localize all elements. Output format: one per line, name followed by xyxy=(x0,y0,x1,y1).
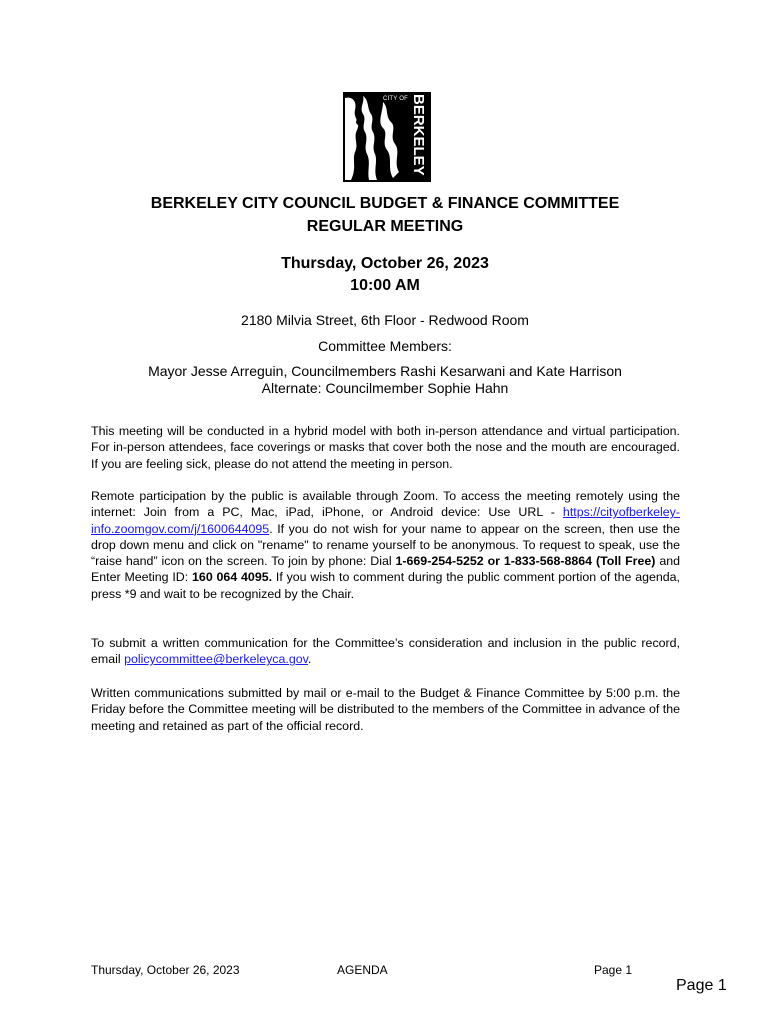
page-title-line1: BERKELEY CITY COUNCIL BUDGET & FINANCE COMMITTEE xyxy=(150,195,620,212)
footer-agenda: AGENDA xyxy=(337,963,388,977)
footer-page-number: Page 1 xyxy=(594,963,633,977)
zoom-meeting-link[interactable]: https://cityofberkeley-info.zoomgov.com/j/1600644095 xyxy=(91,505,680,536)
logo-city-of-text: CITY OF xyxy=(383,96,408,102)
p3-text-a: To submit a written communication for the Committee’s consideration and inclusion in the public record, email xyxy=(91,636,680,667)
p2-text-c: and Enter Meeting ID: xyxy=(91,554,680,585)
committee-members-label: Committee Members: xyxy=(318,338,452,354)
p3-text-b: . xyxy=(307,652,312,667)
page-indicator: Page 1 xyxy=(676,977,727,994)
logo-berkeley-text: BERKELEY xyxy=(410,94,427,176)
footer-date: Thursday, October 26, 2023 xyxy=(91,963,240,977)
logo-name-block xyxy=(406,94,428,180)
committee-email-link[interactable]: policycommittee@berkeleyca.gov xyxy=(124,652,308,667)
mail-communication-paragraph: Written communications submitted by mail or e-mail to the Budget & Finance Committee by 5:00 p.m. the Friday before the Committee meeting will be distributed to the members of the Committee in advance of the meeting and retained as part of the official record. xyxy=(91,686,680,733)
written-communication-paragraph xyxy=(91,635,680,668)
committee-members-list: Mayor Jesse Arreguin, Councilmembers Rashi Kesarwani and Kate Harrison xyxy=(148,363,622,379)
committee-alternate: Alternate: Councilmember Sophie Hahn xyxy=(261,380,509,396)
p2-text-b: . If you do not wish for your name to appear on the screen, then use the drop down menu and click on "rename" to rename yourself to be anonymous. To request to speak, use the “raise hand” icon on the screen. To join by phone: Dial xyxy=(91,521,680,569)
meeting-time: 10:00 AM xyxy=(350,277,420,294)
page-title-line2: REGULAR MEETING xyxy=(306,218,464,235)
p2-text-d: If you wish to comment during the public comment portion of the agenda, press *9 and wait to be recognized by the Chair. xyxy=(91,570,680,601)
meeting-id: 160 064 4095. xyxy=(192,570,273,585)
hybrid-meeting-paragraph: This meeting will be conducted in a hybrid model with both in-person attendance and virtual participation. For in-person attendees, face coverings or masks that cover both the nose and the mouth are encouraged. If you are feeling sick, please do not attend the meeting in person. xyxy=(91,424,680,471)
meeting-location: 2180 Milvia Street, 6th Floor - Redwood Room xyxy=(241,312,529,328)
meeting-date: Thursday, October 26, 2023 xyxy=(281,255,489,272)
city-of-berkeley-logo xyxy=(343,92,431,182)
phone-numbers: 1-669-254-5252 or 1-833-568-8864 (Toll Free) xyxy=(395,554,656,569)
p2-text-a: Remote participation by the public is available through Zoom. To access the meeting remotely using the internet: Join from a PC, Mac, iPad, iPhone, or Android device: Use URL - xyxy=(91,489,680,520)
remote-participation-paragraph xyxy=(91,488,680,602)
